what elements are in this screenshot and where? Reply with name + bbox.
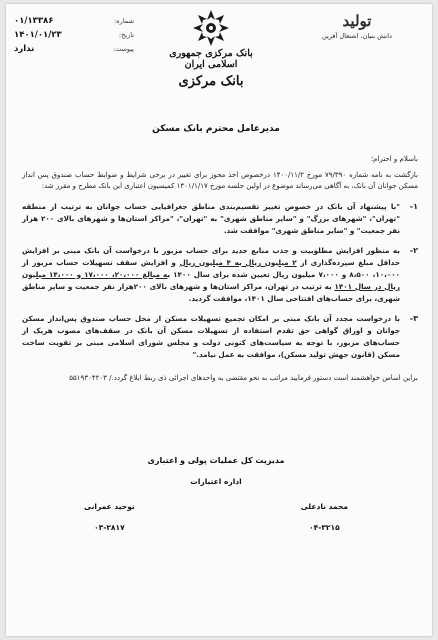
signer <box>84 502 135 532</box>
signer-code: ۰۳-۲۸۱۷ <box>94 523 125 532</box>
bank-name <box>154 48 268 89</box>
signature-office: اداره اعتبارات <box>190 477 242 486</box>
letter-number: ۰۱/۱۳۳۸۶ <box>14 16 54 26</box>
clause-1 <box>22 201 418 237</box>
letter-body <box>22 154 418 386</box>
letter-number-label: شماره: <box>114 17 134 25</box>
signer-name: محمد نادعلی <box>300 502 348 511</box>
bank-name-calligraphy: بانک مرکزی <box>178 74 244 89</box>
recipient: مدیرعامل محترم بانک مسکن <box>152 124 280 134</box>
clause-text-part: به منظور افزایش مطلوبیت و جذب منابع جدید برای حساب مزبور با درخواست آن بانک مبنی بر افزایش حداقل مبلغ سپرده‌گذاری از <box>22 245 401 267</box>
clause-3 <box>22 313 418 361</box>
clause-number: ۳- <box>409 313 418 323</box>
signers <box>66 502 366 532</box>
signature-department: مدیریت کل عملیات پولی و اعتباری <box>147 456 285 465</box>
letter-page <box>6 4 432 636</box>
clause-text-part: به ترتیب در تهران، مراکز استان‌ها و شهرهای بالای ۲۰۰هزار نفر جمعیت و سایر مناطق شهری، برای حساب‌های افتتاحی سال ۱۴۰۱، موافقت گردید. <box>22 281 400 303</box>
letter-date: ۱۴۰۱/۰۱/۲۳ <box>14 30 62 40</box>
underlined-amount: به مبالغ ۲۰،۰۰۰، ۱۷،۰۰۰ و ۱۴،۰۰۰ میلیون ریال در سال ۱۴۰۱ <box>22 269 400 291</box>
year-slogan <box>302 12 412 40</box>
year-slogan-title: تولید <box>342 12 372 30</box>
clause-text-part: و افزایش سقف تسهیلات حساب مزبور از ۱۰،۰۰۰، ۸،۵۰۰ و ۷،۰۰۰ میلیون ریال تعیین شده برای سال ۱۴۰۰ <box>22 257 400 279</box>
signer <box>301 502 348 532</box>
letter-date-label: تاریخ: <box>118 31 134 39</box>
letter-number-row <box>14 14 134 28</box>
underlined-amount: ۲ میلیون ریال به ۴ میلیون ریال <box>179 257 297 267</box>
intro-paragraph: بازگشت به نامه شماره ۷۹/۳۹۰ مورخ ۱۴۰۰/۱۱/۲ درخصوص اخذ مجوز برای تغییر در برخی شرایط و ضوابط حساب صندوق پس انداز مسکن جوانان آن بانک، به آگاهی می‌رساند موضوع در اولین جلسه مورخ ۱۴۰۱/۱/۱۷ کمیسیون اعتباری این بانک مطرح و مقرر شد: <box>22 170 418 190</box>
bank-name-line1: بانک مرکزی جمهوری اسلامی ایران <box>169 48 253 70</box>
year-slogan-subtitle: دانش بنیان، اشتغال آفرین <box>322 32 392 40</box>
letter-attachment-row <box>14 42 134 56</box>
clause-number: ۲- <box>409 245 418 255</box>
greeting: باسلام و احترام؛ <box>370 155 418 163</box>
clause-text: با درخواست مجدد آن بانک مبنی بر امکان تجمیع تسهیلات مسکن از محل حساب صندوق پس‌انداز مسکن جوانان و اوراق گواهی حق تقدم استفاده از تسهیلات مسکن آن بانک در سقف‌های مصوب هریک از حساب‌های مزبور، با توجه به سیاست‌های کنونی دولت و مجلس شورای اسلامی مبنی بر تقویت ساخت مسکن (قانون جهش تولید مسکن)، موافقت به عمل نیامد." <box>22 313 400 359</box>
clause-text: "با پیشنهاد آن بانک در خصوص تغییر تقسیم‌بندی مناطق جغرافیایی حساب جوانان به ترتیب از منطقه "تهران"، "شهرهای بزرگ" و "سایر مناطق شهری" به "تهران"، "مراکز استان‌ها و شهرهای بالای ۲۰۰ هزار نفر جمعیت" و "سایر مناطق شهری" موافقت شد. <box>22 201 401 235</box>
letter-meta <box>14 14 134 56</box>
letter-date-row <box>14 28 134 42</box>
letter-attachment: ندارد <box>14 44 35 54</box>
signature-block <box>66 456 366 532</box>
clause-2 <box>22 245 418 305</box>
signer-name: توحید عمرانی <box>84 502 135 511</box>
central-bank-emblem-icon <box>191 8 231 48</box>
closing-paragraph: براین اساس خواهشمند است دستور فرمایید مراتب به نحو مقتضی به واحدهای اجرائی ذی ربط ابلاغ گردد./ ۵۵۱۹۳۰۴۲۰۳ <box>69 373 418 382</box>
clause-number: ۱- <box>409 201 418 211</box>
signer-code: ۰۴-۳۲۱۵ <box>309 523 340 532</box>
clause-text <box>22 245 400 305</box>
letter-attachment-label: پیوست: <box>112 45 134 53</box>
